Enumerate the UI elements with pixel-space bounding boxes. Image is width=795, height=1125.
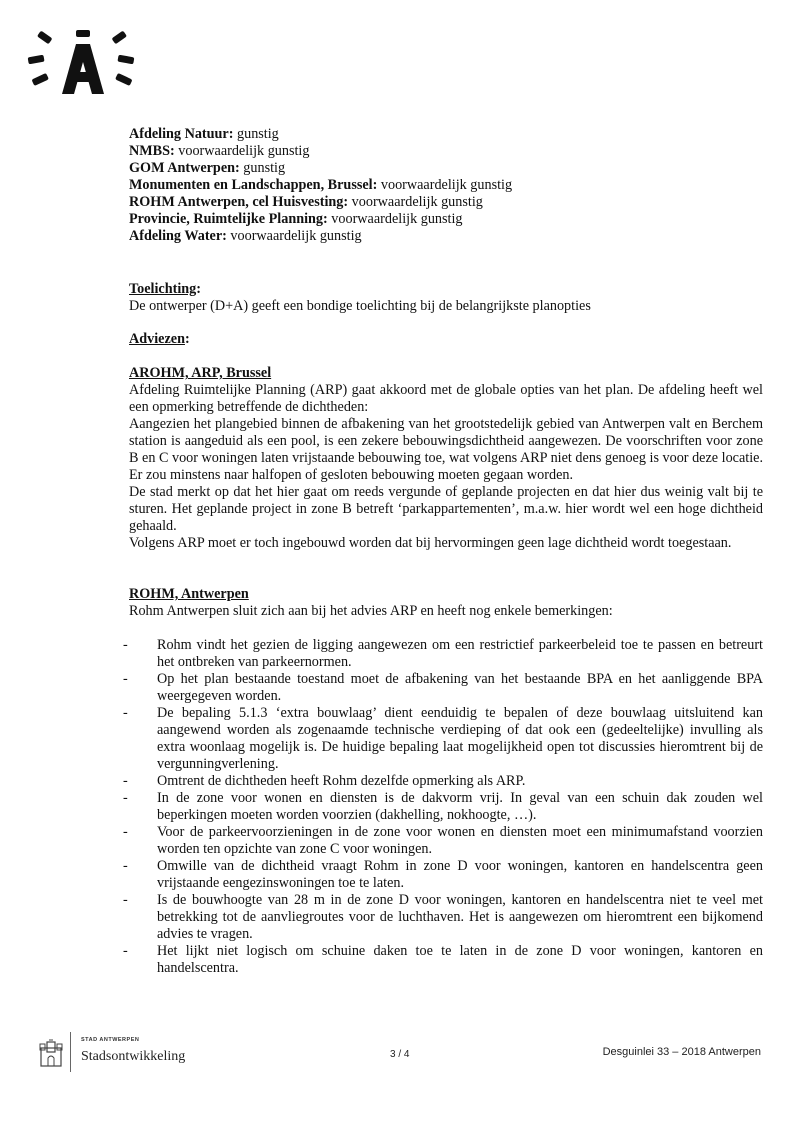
advice-verdict: voorwaardelijk gunstig (226, 228, 362, 244)
bullet-text: Voor de parkeervoorzieningen in de zone voor wonen en diensten moet een minimumafstand voorzien worden ten opzichte van zone C voor woningen. (157, 824, 763, 857)
list-item (123, 858, 763, 892)
toelichting-heading: Toelichting (129, 281, 197, 297)
bullet-text: De bepaling 5.1.3 ‘extra bouwlaag’ dient eenduidig te bepalen of deze bouwlaag uitsluitend kan aangewend worden als zogenaamde technische verdieping of dat ook een (gedeeltelijke) invulling als extra woonlaag mogelijk is. De huidige bepaling laat mogelijkheid open tot discussies hieromtrent bij de vergunningverlening. (157, 705, 763, 772)
advice-item (129, 160, 763, 177)
bullet-text: Het lijkt niet logisch om schuine daken toe te laten in de zone D voor woningen, kantoren en handelscentra. (157, 943, 763, 976)
bullet-dash: - (123, 892, 128, 908)
bullet-text: In de zone voor wonen en diensten is de dakvorm vrij. In geval van een schuin dak zouden wel beperkingen moeten worden voorzien (dakhelling, nokhoogte, …). (157, 790, 763, 823)
footer-org-name: Stadsontwikkeling (81, 1049, 186, 1064)
advice-verdict: gunstig (239, 160, 286, 176)
arohm-paragraph: Afdeling Ruimtelijke Planning (ARP) gaat akkoord met de globale opties van het plan. De afdeling heeft wel een opmerking betreffende de dichtheden: (129, 382, 763, 415)
antwerpen-logo-icon (26, 30, 138, 96)
advice-item (129, 228, 763, 245)
advice-org: ROHM Antwerpen, cel Huisvesting: (129, 194, 349, 210)
arohm-section (129, 365, 763, 552)
arohm-heading: AROHM, ARP, Brussel (129, 365, 272, 381)
arohm-paragraph: Volgens ARP moet er toch ingebouwd worden dat bij hervormingen geen lage dichtheid wordt toegestaan. (129, 535, 732, 551)
page-footer (0, 1032, 795, 1082)
city-crest-icon (38, 1038, 64, 1068)
advice-item (129, 194, 763, 211)
advice-org: Afdeling Natuur: (129, 126, 234, 142)
footer-org-small: STAD ANTWERPEN (81, 1037, 140, 1043)
list-item (123, 671, 763, 705)
bullet-text: Omwille van de dichtheid vraagt Rohm in zone D voor woningen, kantoren en handelscentra geen vrijstaande eengezinswoningen toe te laten. (157, 858, 763, 891)
rohm-section (123, 586, 763, 977)
arohm-paragraph: De stad merkt op dat het hier gaat om reeds vergunde of geplande projecten en dat hier dus weinig valt bij te sturen. Het geplande project in zone B betreft ‘parkappartementen’, m.a.w. hier wordt wel een hoge dichtheid gehaald. (129, 484, 763, 534)
bullet-text: Op het plan bestaande toestand moet de afbakening van het bestaande BPA en het aanliggende BPA weergegeven worden. (157, 671, 763, 704)
list-item (123, 705, 763, 773)
advice-verdict: voorwaardelijk gunstig (327, 211, 463, 227)
rohm-bullet-list (123, 637, 763, 977)
advice-verdict: voorwaardelijk gunstig (377, 177, 513, 193)
rohm-intro: Rohm Antwerpen sluit zich aan bij het advies ARP en heeft nog enkele bemerkingen: (129, 603, 613, 619)
list-item (123, 824, 763, 858)
advice-item (129, 126, 763, 143)
list-item (123, 790, 763, 824)
bullet-dash: - (123, 637, 128, 653)
toelichting-colon: : (196, 281, 202, 297)
footer-divider (70, 1032, 71, 1072)
advice-org: Afdeling Water: (129, 228, 227, 244)
adviezen-heading: Adviezen (129, 331, 185, 347)
bullet-dash: - (123, 943, 128, 959)
arohm-paragraph: Aangezien het plangebied binnen de afbakening van het grootstedelijk gebied van Antwerpen valt en Berchem station is aangeduid als een pool, is een zekere bebouwingsdichtheid aangewezen. De voorschriften voor zone B en C voor woningen laten vrijstaande bebouwing toe, wat volgens ARP niet dens genoeg is voor deze locatie. Er zou minstens naar halfopen of gesloten bebouwing moeten gegaan worden. (129, 416, 763, 483)
advice-verdict: gunstig (233, 126, 279, 142)
list-item (123, 892, 763, 943)
bullet-dash: - (123, 858, 128, 874)
advice-org: Monumenten en Landschappen, Brussel: (129, 177, 378, 193)
document-body (123, 126, 763, 977)
bullet-text: Is de bouwhoogte van 28 m in de zone D voor woningen, kantoren en handelscentra niet te veel met betrekking tot de aanvliegroutes voor de luchthaven. Het is aangewezen om hieromtrent een bijkomend advies te vragen. (157, 892, 763, 942)
list-item (123, 773, 763, 790)
page-number: 3 / 4 (390, 1049, 410, 1060)
list-item (123, 637, 763, 671)
advice-item (129, 211, 763, 228)
advice-list (129, 126, 763, 245)
bullet-dash: - (123, 790, 128, 806)
adviezen-heading-line (129, 331, 763, 348)
bullet-dash: - (123, 671, 128, 687)
advice-org: GOM Antwerpen: (129, 160, 240, 176)
bullet-dash: - (123, 773, 128, 789)
rohm-heading: ROHM, Antwerpen (129, 586, 249, 602)
bullet-text: Omtrent de dichtheden heeft Rohm dezelfde opmerking als ARP. (157, 773, 526, 789)
footer-address: Desguinlei 33 – 2018 Antwerpen (602, 1046, 761, 1058)
advice-verdict: voorwaardelijk gunstig (348, 194, 483, 210)
toelichting-text: De ontwerper (D+A) geeft een bondige toelichting bij de belangrijkste planopties (129, 298, 591, 314)
advice-item (129, 177, 763, 194)
list-item (123, 943, 763, 977)
advice-verdict: voorwaardelijk gunstig (174, 143, 310, 159)
advice-org: NMBS: (129, 143, 175, 159)
advice-item (129, 143, 763, 160)
toelichting-heading-line (129, 281, 763, 298)
bullet-dash: - (123, 705, 128, 721)
advice-org: Provincie, Ruimtelijke Planning: (129, 211, 328, 227)
bullet-dash: - (123, 824, 128, 840)
adviezen-colon: : (184, 331, 190, 347)
toelichting-section (129, 281, 763, 315)
bullet-text: Rohm vindt het gezien de ligging aangewezen om een restrictief parkeerbeleid toe te passen en betreurt het ontbreken van parkeernormen. (157, 637, 763, 670)
